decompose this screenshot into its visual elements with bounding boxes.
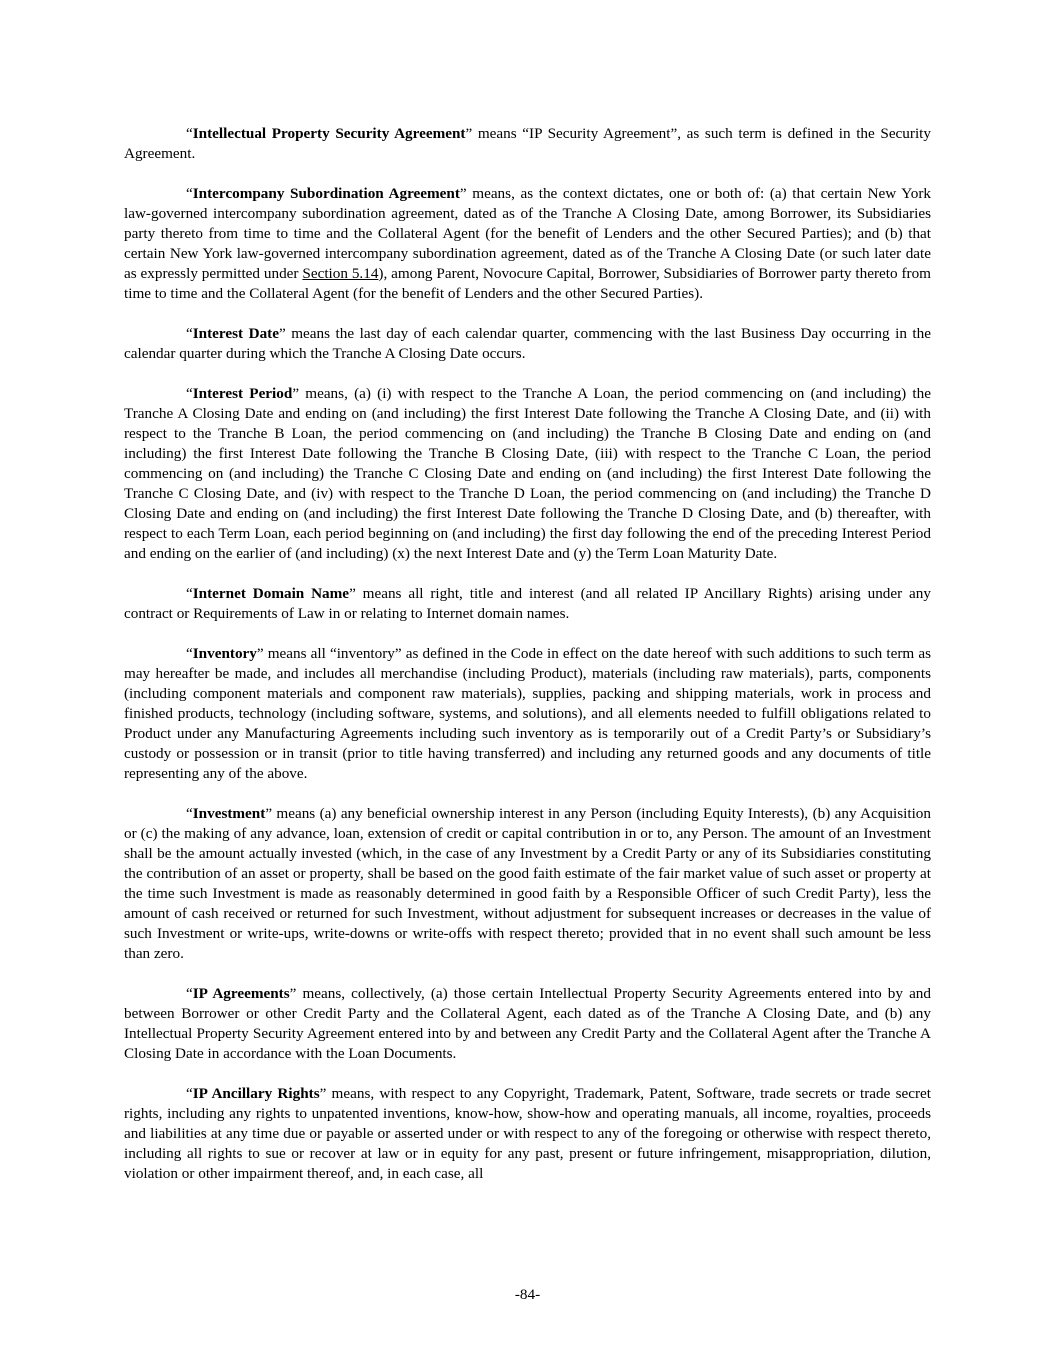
- definition-text: ” means “IP Security Agreement”, as such term is defined in the Security Agreement.: [124, 125, 931, 162]
- definition-text: ), among Parent, Novocure Capital, Borrower, Subsidiaries of Borrower party thereto from time to time and the Collateral Agent (for the benefit of Lenders and the other Secured Parties).: [124, 265, 931, 302]
- definition-text: ” means the last day of each calendar quarter, commencing with the last Business Day occurring in the calendar quarter during which the Tranche A Closing Date occurs.: [124, 325, 931, 362]
- defined-term: Interest Date: [192, 325, 279, 342]
- definition-text: ” means, (a) (i) with respect to the Tranche A Loan, the period commencing on (and including) the Tranche A Closing Date and ending on (and including) the first Interest Date following the Tranche A Closing Date, and (ii) with respect to the Tranche B Loan, the period commencing on (and including) the Tranche B Closing Date and ending on (and including) the first Interest Date following the Tranche B Closing Date, (iii) with respect to the Tranche C Loan, the period commencing on (and including) the Tranche C Closing Date and ending on (and including) the first Interest Date following the Tranche C Closing Date, and (iv) with respect to the Tranche D Loan, the period commencing on (and including) the Tranche D Closing Date and ending on (and including) the first Interest Date following the Tranche D Closing Date, and (b) thereafter, with respect to each Term Loan, each period beginning on (and including) the first day following the end of the preceding Interest Period and ending on the earlier of (and including) (x) the next Interest Date and (y) the Term Loan Maturity Date.: [124, 385, 931, 562]
- document-page: [124, 124, 931, 1204]
- defined-term: Investment: [192, 805, 266, 822]
- definition-ip-agreements: “IP Agreements” means, collectively, (a) those certain Intellectual Property Security Agreements entered into by and between Borrower or other Credit Party and the Collateral Agent, each dated as of the Tranche A Closing Date, and (b) any Intellectual Property Security Agreement entered into by and between any Credit Party and the Collateral Agent after the Tranche A Closing Date in accordance with the Loan Documents.: [124, 985, 931, 1062]
- definition-text: ” means all “inventory” as defined in the Code in effect on the date hereof with such additions to such term as may hereafter be made, and includes all merchandise (including Product), materials (including raw materials), parts, components (including component materials and component raw materials), supplies, packing and shipping materials, work in process and finished products, technology (including software, systems, and solutions), and all elements needed to fulfill obligations related to Product under any Manufacturing Agreements including such inventory as is temporarily out of a Credit Party’s or Subsidiary’s custody or possession or in transit (prior to title having transferred) and including any returned goods and any documents of title representing any of the above.: [124, 645, 931, 782]
- definition-intellectual-property-security-agreement: “Intellectual Property Security Agreement” means “IP Security Agreement”, as such term is defined in the Security Agreement.: [124, 125, 931, 162]
- defined-term: Intellectual Property Security Agreement: [192, 125, 466, 142]
- definition-internet-domain-name: “Internet Domain Name” means all right, title and interest (and all related IP Ancillary Rights) arising under any contract or Requirements of Law in or relating to Internet domain names.: [124, 585, 931, 622]
- defined-term: Inventory: [192, 645, 257, 662]
- definition-ip-ancillary-rights: “IP Ancillary Rights” means, with respect to any Copyright, Trademark, Patent, Software, trade secrets or trade secret rights, including any rights to unpatented inventions, know-how, show-how and operating manuals, all income, royalties, proceeds and liabilities at any time due or payable or asserted under or with respect to any of the foregoing or otherwise with respect thereto, including all rights to sue or recover at law or in equity for any past, present or future infringement, misappropriation, dilution, violation or other impairment thereof, and, in each case, all: [124, 1085, 931, 1182]
- defined-term: Interest Period: [192, 385, 293, 402]
- definition-text: ” means (a) any beneficial ownership interest in any Person (including Equity Interests), (b) any Acquisition or (c) the making of any advance, loan, extension of credit or capital contribution in or to, any Person. The amount of an Investment shall be the amount actually invested (which, in the case of any Investment by a Credit Party or any of its Subsidiaries constituting the contribution of an asset or property, shall be based on the good faith estimate of the fair market value of such asset or property at the time such Investment is made as reasonably determined in good faith by a Responsible Officer of such Credit Party), less the amount of cash received or returned for such Investment, without adjustment for subsequent increases or decreases in the value of such Investment or write-ups, write-downs or write-offs with respect thereto; provided that in no event shall such amount be less than zero.: [124, 805, 931, 962]
- definition-interest-date: “Interest Date” means the last day of each calendar quarter, commencing with the last Business Day occurring in the calendar quarter during which the Tranche A Closing Date occurs.: [124, 325, 931, 362]
- defined-term: IP Ancillary Rights: [192, 1085, 320, 1102]
- page-number: -84-: [514, 1286, 541, 1303]
- definition-text: ” means, with respect to any Copyright, Trademark, Patent, Software, trade secrets or trade secret rights, including any rights to unpatented inventions, know-how, show-how and operating manuals, all income, royalties, proceeds and liabilities at any time due or payable or asserted under or with respect to any of the foregoing or otherwise with respect thereto, including all rights to sue or recover at law or in equity for any past, present or future infringement, misappropriation, dilution, violation or other impairment thereof, and, in each case, all: [124, 1085, 931, 1182]
- definition-inventory: “Inventory” means all “inventory” as defined in the Code in effect on the date hereof with such additions to such term as may hereafter be made, and includes all merchandise (including Product), materials (including raw materials), parts, components (including component materials and component raw materials), supplies, packing and shipping materials, work in process and finished products, technology (including software, systems, and solutions), and all elements needed to fulfill obligations related to Product under any Manufacturing Agreements including such inventory as is temporarily out of a Credit Party’s or Subsidiary’s custody or possession or in transit (prior to title having transferred) and including any returned goods and any documents of title representing any of the above.: [124, 645, 931, 782]
- definition-text: ” means all right, title and interest (and all related IP Ancillary Rights) arising under any contract or Requirements of Law in or relating to Internet domain names.: [124, 585, 931, 622]
- defined-term: Internet Domain Name: [192, 585, 350, 602]
- definition-text: ” means, collectively, (a) those certain Intellectual Property Security Agreements entered into by and between Borrower or other Credit Party and the Collateral Agent, each dated as of the Tranche A Closing Date, and (b) any Intellectual Property Security Agreement entered into by and between any Credit Party and the Collateral Agent after the Tranche A Closing Date in accordance with the Loan Documents.: [124, 985, 931, 1062]
- section-reference: Section 5.14: [302, 265, 379, 282]
- definition-interest-period: “Interest Period” means, (a) (i) with respect to the Tranche A Loan, the period commencing on (and including) the Tranche A Closing Date and ending on (and including) the first Interest Date following the Tranche A Closing Date, and (ii) with respect to the Tranche B Loan, the period commencing on (and including) the Tranche B Closing Date and ending on (and including) the first Interest Date following the Tranche B Closing Date, (iii) with respect to the Tranche C Loan, the period commencing on (and including) the Tranche C Closing Date and ending on (and including) the first Interest Date following the Tranche C Closing Date, and (iv) with respect to the Tranche D Loan, the period commencing on (and including) the Tranche D Closing Date and ending on (and including) the first Interest Date following the Tranche D Closing Date, and (b) thereafter, with respect to each Term Loan, each period beginning on (and including) the first day following the end of the preceding Interest Period and ending on the earlier of (and including) (x) the next Interest Date and (y) the Term Loan Maturity Date.: [124, 385, 931, 562]
- definition-text: ” means, as the context dictates, one or both of: (a) that certain New York law-governed intercompany subordination agreement, dated as of the Tranche A Closing Date, among Borrower, its Subsidiaries party thereto from time to time and the Collateral Agent (for the benefit of Lenders and the other Secured Parties); and (b) that certain New York law-governed intercompany subordination agreement, dated as of the Tranche A Closing Date (or such later date as expressly permitted under: [124, 185, 931, 282]
- definition-investment: “Investment” means (a) any beneficial ownership interest in any Person (including Equity Interests), (b) any Acquisition or (c) the making of any advance, loan, extension of credit or capital contribution in or to, any Person. The amount of an Investment shall be the amount actually invested (which, in the case of any Investment by a Credit Party or any of its Subsidiaries constituting the contribution of an asset or property, shall be based on the good faith estimate of the fair market value of such asset or property at the time such Investment is made as reasonably determined in good faith by a Responsible Officer of such Credit Party), less the amount of cash received or returned for such Investment, without adjustment for subsequent increases or decreases in the value of such Investment or write-ups, write-downs or write-offs with respect thereto; provided that in no event shall such amount be less than zero.: [124, 805, 931, 962]
- defined-term: IP Agreements: [192, 985, 290, 1002]
- definition-intercompany-subordination-agreement: “Intercompany Subordination Agreement” means, as the context dictates, one or both of: (a) that certain New York law-governed intercompany subordination agreement, dated as of the Tranche A Closing Date, among Borrower, its Subsidiaries party thereto from time to time and the Collateral Agent (for the benefit of Lenders and the other Secured Parties); and (b) that certain New York law-governed intercompany subordination agreement, dated as of the Tranche A Closing Date (or such later date as expressly permitted under Section 5.14), among Parent, Novocure Capital, Borrower, Subsidiaries of Borrower party thereto from time to time and the Collateral Agent (for the benefit of Lenders and the other Secured Parties).: [124, 185, 931, 302]
- defined-term: Intercompany Subordination Agreement: [192, 185, 460, 202]
